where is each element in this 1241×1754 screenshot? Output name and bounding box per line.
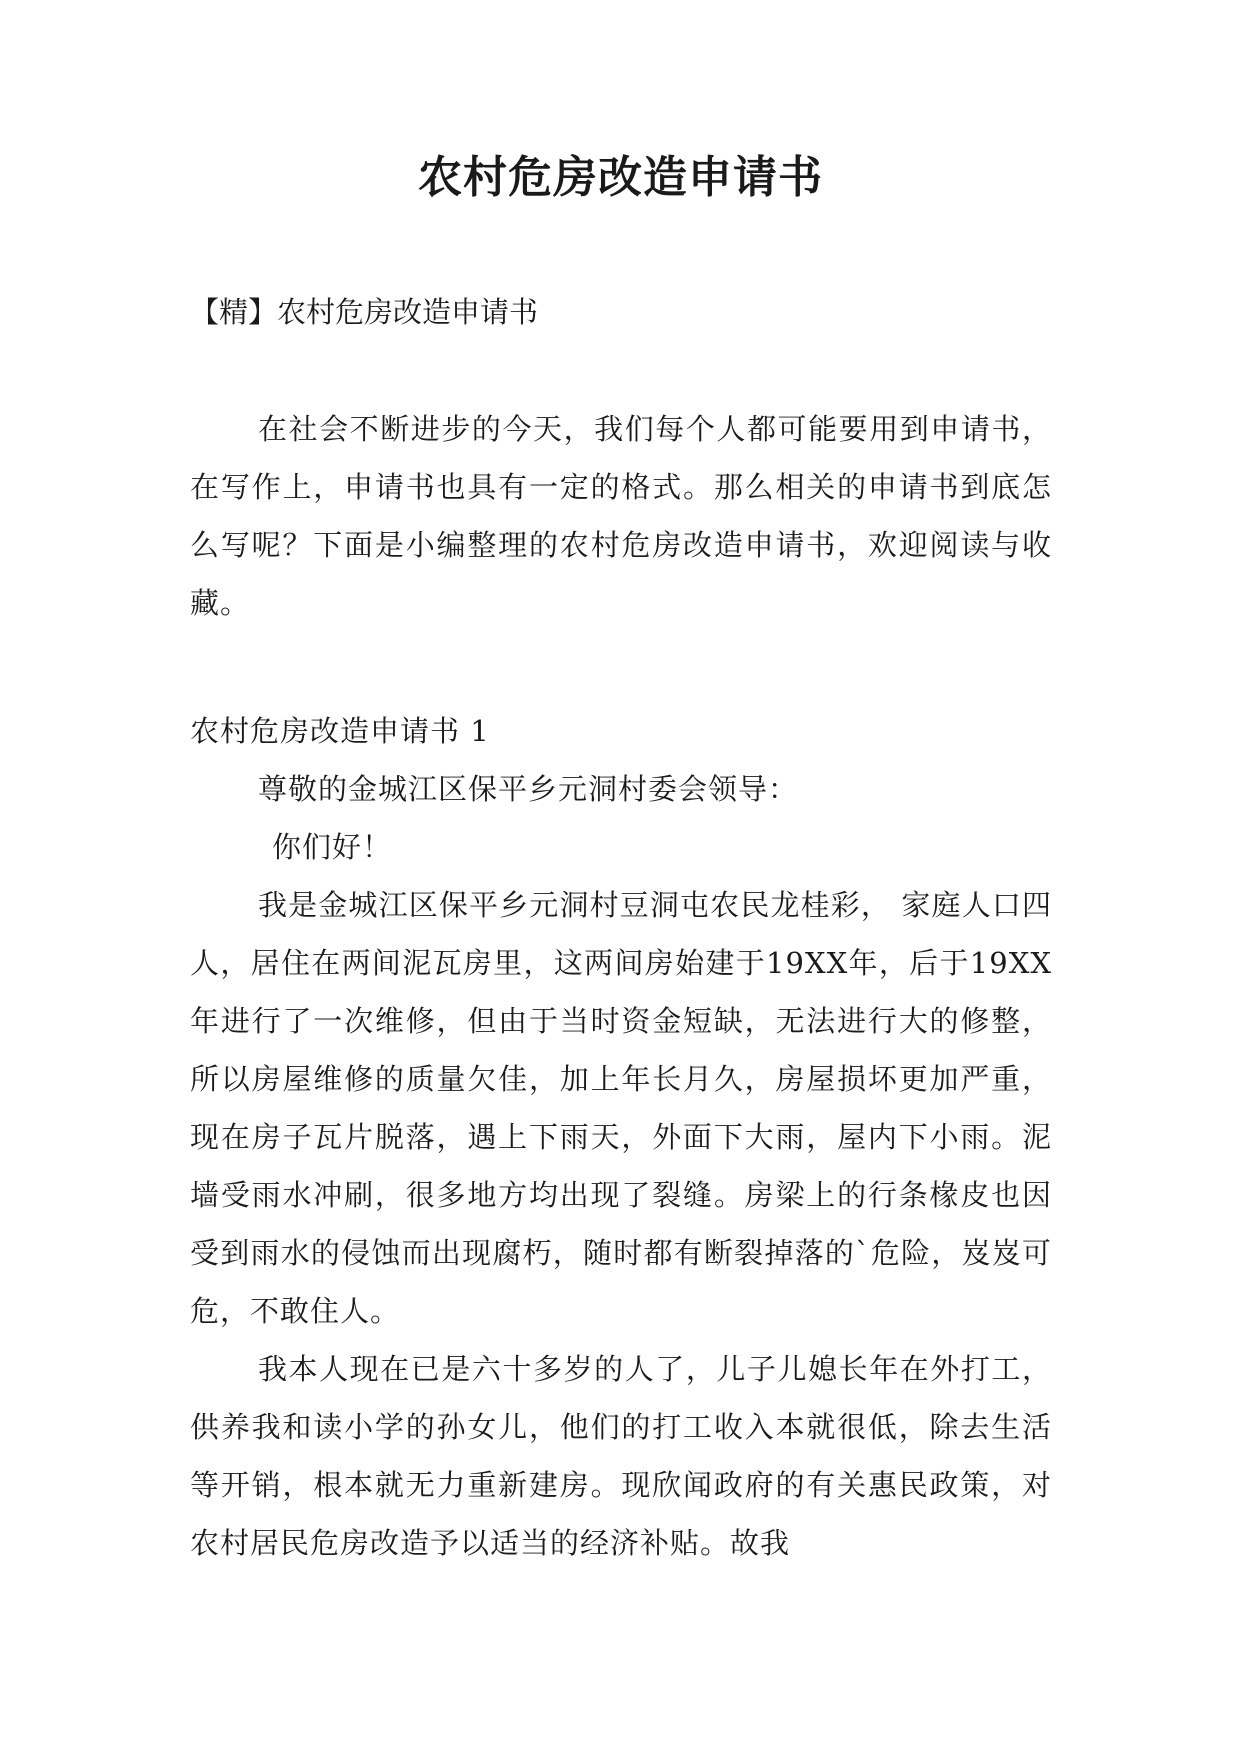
body-paragraph-2: 我本人现在已是六十多岁的人了，儿子儿媳长年在外打工，供养我和读小学的孙女儿，他们的打工收入本就很低，除去生活等开销，根本就无力重新建房。现欣闻政府的有关惠民政策，对农村居民危房改造予以适当的经济补贴。故我 xyxy=(190,1352,1052,1560)
document-title: 农村危房改造申请书 xyxy=(418,152,823,203)
letter-greeting: 你们好！ xyxy=(272,830,393,864)
intro-paragraph: 在社会不断进步的今天，我们每个人都可能要用到申请书，在写作上，申请书也具有一定的格式。那么相关的申请书到底怎么写呢？下面是小编整理的农村危房改造申请书，欢迎阅读与收藏。 xyxy=(190,412,1052,620)
body-paragraph-1: 我是金城江区保平乡元洞村豆洞屯农民龙桂彩， 家庭人口四人，居住在两间泥瓦房里，这两间房始建于19XX年，后于19XX年进行了一次维修，但由于当时资金短缺，无法进行大的修整，所以房屋维修的质量欠佳，加上年长月久，房屋损坏更加严重，现在房子瓦片脱落，遇上下雨天，外面下大雨，屋内下小雨。泥墙受雨水冲刷，很多地方均出现了裂缝。房梁上的行条椽皮也因受到雨水的侵蚀而出现腐朽，随时都有断裂掉落的`危险，岌岌可危，不敢住人。 xyxy=(190,888,1052,1328)
letter-salutation: 尊敬的金城江区保平乡元洞村委会领导： xyxy=(258,772,799,806)
section-heading: 农村危房改造申请书 1 xyxy=(190,714,490,748)
document-subtitle: 【精】农村危房改造申请书 xyxy=(190,295,539,329)
